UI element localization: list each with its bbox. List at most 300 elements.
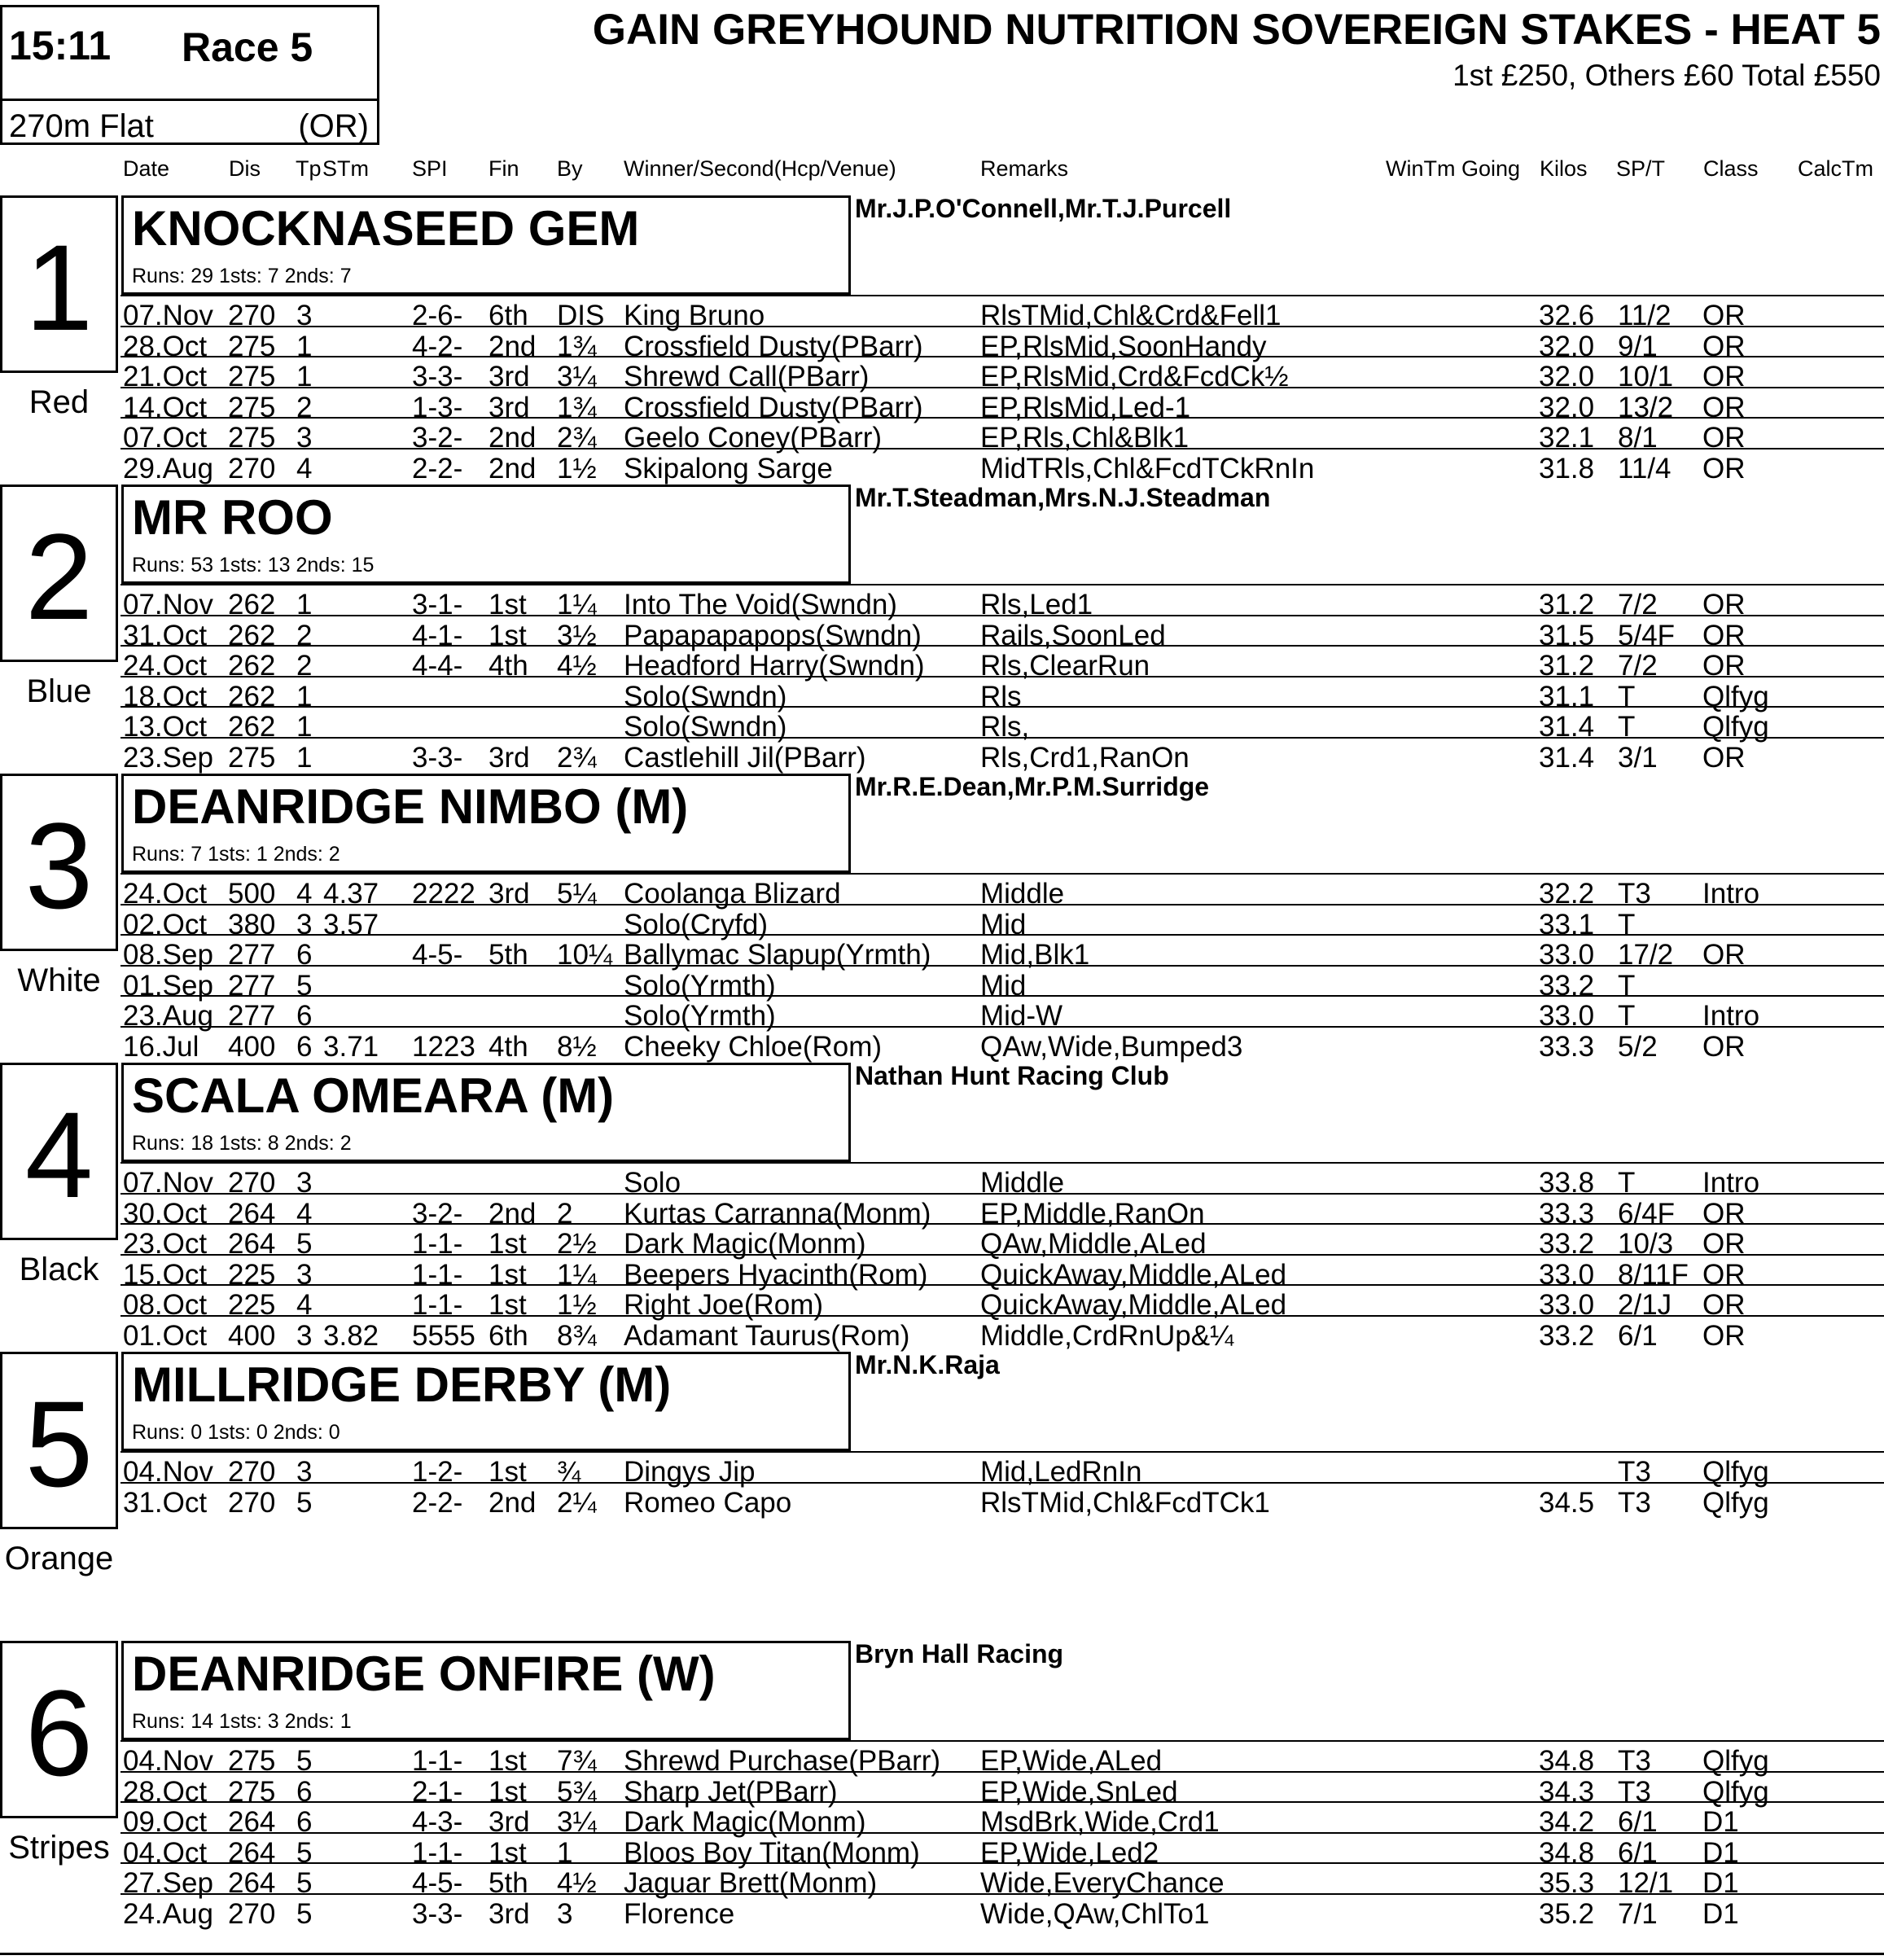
form-row-rule <box>120 1801 1884 1803</box>
form-spt: 10/1 <box>1618 361 1674 393</box>
form-row-rule <box>120 295 1884 296</box>
form-class: Qlfyg <box>1702 1486 1769 1519</box>
form-spt: 13/2 <box>1618 391 1674 423</box>
form-remarks: QuickAway,Middle,ALed <box>980 1258 1287 1291</box>
form-dis: 275 <box>228 361 276 393</box>
col-header-fin: Fin <box>489 156 519 181</box>
form-kilos: 34.5 <box>1539 1486 1595 1519</box>
race-prize: 1st £250, Others £60 Total £550 <box>1452 59 1881 92</box>
form-spi: 3-2- <box>412 1197 463 1230</box>
form-remarks: Rls <box>980 680 1022 713</box>
form-by: 1½ <box>557 453 597 485</box>
form-winner: Dingys Jip <box>624 1456 756 1488</box>
col-header-winner: Winner/Second(Hcp/Venue) <box>624 156 896 181</box>
form-row-rule <box>120 965 1884 967</box>
form-kilos: 31.1 <box>1539 680 1595 713</box>
form-row-rule <box>120 1026 1884 1028</box>
form-row-rule <box>120 1832 1884 1834</box>
form-row-rule <box>120 873 1884 875</box>
form-class: OR <box>1702 939 1746 971</box>
form-date: 31.Oct <box>123 619 208 651</box>
form-dis: 277 <box>228 1000 276 1033</box>
race-distance: 270m Flat <box>9 108 154 144</box>
form-dis: 270 <box>228 300 276 331</box>
dog-name-box <box>121 485 851 584</box>
form-winner: Skipalong Sarge <box>624 453 833 485</box>
form-class: OR <box>1702 619 1746 651</box>
form-fin: 3rd <box>489 878 530 910</box>
form-by: 2 <box>557 1197 573 1230</box>
trap-number: 4 <box>24 1086 94 1223</box>
form-date: 15.Oct <box>123 1258 208 1291</box>
form-row-rule <box>120 448 1884 449</box>
form-dis: 264 <box>228 1806 276 1839</box>
form-stm: 3.57 <box>323 908 379 941</box>
form-fin: 2nd <box>489 1197 537 1230</box>
dog-name: DEANRIDGE ONFIRE (W) <box>132 1646 716 1701</box>
form-spt: T3 <box>1618 878 1651 910</box>
form-remarks: RlsTMid,Chl&Crd&Fell1 <box>980 300 1282 331</box>
form-winner: Kurtas Carranna(Monm) <box>624 1197 931 1230</box>
form-fin: 2nd <box>489 330 537 362</box>
race-number: Race 5 <box>182 24 313 70</box>
form-dis: 225 <box>228 1258 276 1291</box>
form-winner: Sharp Jet(PBarr) <box>624 1775 838 1808</box>
form-spi: 4-5- <box>412 1867 463 1900</box>
form-kilos: 32.0 <box>1539 391 1595 423</box>
race-title: GAIN GREYHOUND NUTRITION SOVEREIGN STAKES - HEAT 5 <box>592 6 1881 54</box>
form-trap: 6 <box>296 1806 313 1839</box>
form-class: D1 <box>1702 1898 1739 1930</box>
form-fin: 2nd <box>489 453 537 485</box>
form-winner: Bloos Boy Titan(Monm) <box>624 1836 920 1869</box>
form-date: 02.Oct <box>123 908 208 941</box>
form-by: 3¼ <box>557 361 597 393</box>
form-trap: 2 <box>296 650 313 682</box>
form-remarks: Mid-W <box>980 1000 1063 1033</box>
form-row-rule <box>120 737 1884 739</box>
form-spt: T <box>1618 1000 1636 1033</box>
form-kilos: 31.8 <box>1539 453 1595 485</box>
col-header-class: Class <box>1703 156 1759 181</box>
form-class: OR <box>1702 1258 1746 1291</box>
form-class: OR <box>1702 453 1746 485</box>
form-spi: 2-1- <box>412 1775 463 1808</box>
trap-number: 1 <box>24 219 94 356</box>
form-spt: 3/1 <box>1618 742 1658 774</box>
form-spt: T <box>1618 908 1636 941</box>
form-class: Qlfyg <box>1702 680 1769 713</box>
form-class: OR <box>1702 1228 1746 1261</box>
form-spi: 1-1- <box>412 1228 463 1261</box>
form-kilos: 31.5 <box>1539 619 1595 651</box>
form-row-rule <box>120 1771 1884 1773</box>
form-dis: 275 <box>228 391 276 423</box>
form-by: 2¾ <box>557 422 597 454</box>
form-spi: 1-3- <box>412 391 463 423</box>
form-by: 1¼ <box>557 589 597 620</box>
form-fin: 4th <box>489 650 528 682</box>
form-kilos: 34.8 <box>1539 1836 1595 1869</box>
form-by: 8½ <box>557 1031 597 1063</box>
form-fin: 1st <box>489 1289 527 1322</box>
form-kilos: 33.0 <box>1539 1000 1595 1033</box>
form-by: 1 <box>557 1836 573 1869</box>
form-dis: 264 <box>228 1867 276 1900</box>
form-spt: T3 <box>1618 1456 1651 1488</box>
form-winner: Shrewd Purchase(PBarr) <box>624 1745 941 1777</box>
col-header-remarks: Remarks <box>980 156 1069 181</box>
form-kilos: 35.3 <box>1539 1867 1595 1900</box>
form-by: 2¾ <box>557 742 597 774</box>
form-spt: T3 <box>1618 1745 1651 1777</box>
form-trap: 3 <box>296 300 313 331</box>
form-spi: 3-3- <box>412 1898 463 1930</box>
form-spt: 11/4 <box>1618 453 1672 485</box>
dog-runs: Runs: 29 1sts: 7 2nds: 7 <box>132 265 352 287</box>
form-row-rule <box>120 584 1884 585</box>
form-fin: 3rd <box>489 742 530 774</box>
form-spt: T <box>1618 680 1636 713</box>
dog-name: MILLRIDGE DERBY (M) <box>132 1357 672 1412</box>
form-trap: 4 <box>296 1197 313 1230</box>
form-winner: Solo(Yrmth) <box>624 1000 776 1033</box>
form-class: D1 <box>1702 1867 1739 1900</box>
dog-name-box <box>121 774 851 873</box>
form-remarks: EP,RlsMid,Crd&FcdCk½ <box>980 361 1289 393</box>
form-row-rule <box>120 356 1884 357</box>
form-trap: 3 <box>296 1167 313 1199</box>
form-spi: 3-2- <box>412 422 463 454</box>
form-fin: 6th <box>489 1320 528 1352</box>
form-class: OR <box>1702 361 1746 393</box>
form-class: Intro <box>1702 878 1760 910</box>
form-date: 31.Oct <box>123 1486 208 1519</box>
form-remarks: QAw,Middle,ALed <box>980 1228 1207 1261</box>
form-trap: 3 <box>296 1456 313 1488</box>
form-trap: 4 <box>296 453 313 485</box>
form-by: 3¼ <box>557 1806 597 1839</box>
form-winner: Castlehill Jil(PBarr) <box>624 742 866 774</box>
form-spi: 2-2- <box>412 453 463 485</box>
form-spt: T <box>1618 1167 1636 1199</box>
form-spi: 1223 <box>412 1031 475 1063</box>
form-class: Qlfyg <box>1702 1456 1769 1488</box>
form-spt: 10/3 <box>1618 1228 1674 1261</box>
form-winner: Crossfield Dusty(PBarr) <box>624 330 923 362</box>
form-spt: 12/1 <box>1618 1867 1674 1900</box>
form-remarks: Rls, <box>980 711 1030 743</box>
form-row-rule <box>120 706 1884 708</box>
form-spi: 1-1- <box>412 1836 463 1869</box>
form-winner: Solo(Yrmth) <box>624 969 776 1002</box>
form-dis: 400 <box>228 1320 276 1352</box>
dog-name-box <box>121 1063 851 1162</box>
form-row-rule <box>120 934 1884 936</box>
col-header-dis: Dis <box>229 156 261 181</box>
form-date: 24.Oct <box>123 650 208 682</box>
col-header-by: By <box>557 156 583 181</box>
form-class: OR <box>1702 330 1746 362</box>
form-kilos: 32.0 <box>1539 361 1595 393</box>
form-class: Qlfyg <box>1702 711 1769 743</box>
trap-number: 6 <box>24 1664 94 1801</box>
form-remarks: Wide,EveryChance <box>980 1867 1225 1900</box>
form-class: OR <box>1702 650 1746 682</box>
form-date: 13.Oct <box>123 711 208 743</box>
dog-name: MR ROO <box>132 490 333 545</box>
form-date: 09.Oct <box>123 1806 208 1839</box>
form-winner: Ballymac Slapup(Yrmth) <box>624 939 931 971</box>
form-spt: T3 <box>1618 1486 1651 1519</box>
form-date: 24.Aug <box>123 1898 213 1930</box>
form-fin: 1st <box>489 1258 527 1291</box>
col-header-kilos: Kilos <box>1540 156 1588 181</box>
form-spi: 2-2- <box>412 1486 463 1519</box>
form-fin: 1st <box>489 1456 527 1488</box>
form-trap: 5 <box>296 1486 313 1519</box>
form-dis: 225 <box>228 1289 276 1322</box>
form-dis: 264 <box>228 1836 276 1869</box>
form-row-rule <box>120 326 1884 327</box>
form-class: Qlfyg <box>1702 1745 1769 1777</box>
form-dis: 264 <box>228 1228 276 1261</box>
col-header-calctm: CalcTm <box>1798 156 1873 181</box>
form-class: D1 <box>1702 1836 1739 1869</box>
form-trap: 5 <box>296 969 313 1002</box>
form-class: OR <box>1702 300 1746 331</box>
form-winner: Papapapapops(Swndn) <box>624 619 922 651</box>
dog-runs: Runs: 7 1sts: 1 2nds: 2 <box>132 843 340 866</box>
form-remarks: Mid,Blk1 <box>980 939 1090 971</box>
form-winner: Jaguar Brett(Monm) <box>624 1867 878 1900</box>
form-dis: 275 <box>228 422 276 454</box>
form-remarks: EP,Wide,SnLed <box>980 1775 1178 1808</box>
form-trap: 6 <box>296 1031 313 1063</box>
form-spt: 7/2 <box>1618 589 1658 620</box>
form-by: DIS <box>557 300 605 331</box>
form-remarks: Rls,Crd1,RanOn <box>980 742 1190 774</box>
form-row-rule <box>120 1893 1884 1895</box>
form-spi: 3-3- <box>412 742 463 774</box>
form-remarks: EP,Rls,Chl&Blk1 <box>980 422 1190 454</box>
form-kilos: 34.3 <box>1539 1775 1595 1808</box>
form-by: 2¼ <box>557 1486 597 1519</box>
form-fin: 6th <box>489 300 528 331</box>
dog-runs: Runs: 53 1sts: 13 2nds: 15 <box>132 554 375 577</box>
form-spt: 11/2 <box>1618 300 1672 331</box>
form-class: D1 <box>1702 1806 1739 1839</box>
form-dis: 270 <box>228 453 276 485</box>
form-trap: 4 <box>296 1289 313 1322</box>
col-header-spi: SPI <box>412 156 448 181</box>
form-row-rule <box>120 1862 1884 1864</box>
form-dis: 270 <box>228 1456 276 1488</box>
form-by: 5¾ <box>557 1775 597 1808</box>
form-winner: Geelo Coney(PBarr) <box>624 422 883 454</box>
form-by: 3 <box>557 1898 573 1930</box>
trap-number: 2 <box>24 508 94 645</box>
form-remarks: Mid <box>980 908 1027 941</box>
form-spi: 3-3- <box>412 361 463 393</box>
form-stm: 3.82 <box>323 1320 379 1352</box>
form-by: 7¾ <box>557 1745 597 1777</box>
form-stm: 3.71 <box>323 1031 379 1063</box>
form-spt: 2/1J <box>1618 1289 1672 1322</box>
form-dis: 262 <box>228 680 276 713</box>
form-row-rule <box>120 904 1884 905</box>
form-date: 29.Aug <box>123 453 213 485</box>
form-remarks: Rls,Led1 <box>980 589 1093 620</box>
form-winner: Into The Void(Swndn) <box>624 589 897 620</box>
form-trap: 3 <box>296 1258 313 1291</box>
form-date: 07.Nov <box>123 1167 213 1199</box>
form-remarks: Wide,QAw,ChlTo1 <box>980 1898 1210 1930</box>
form-winner: Shrewd Call(PBarr) <box>624 361 870 393</box>
form-by: 2½ <box>557 1228 597 1261</box>
form-spt: 5/4F <box>1618 619 1676 651</box>
form-date: 04.Nov <box>123 1456 213 1488</box>
form-trap: 3 <box>296 908 313 941</box>
form-trap: 1 <box>296 711 313 743</box>
form-fin: 2nd <box>489 1486 537 1519</box>
col-header-spt: SP/T <box>1616 156 1666 181</box>
form-class: OR <box>1702 1320 1746 1352</box>
form-winner: Solo(Cryfd) <box>624 908 768 941</box>
trap-color: Orange <box>4 1541 114 1576</box>
form-class: OR <box>1702 391 1746 423</box>
form-class: OR <box>1702 1031 1746 1063</box>
form-remarks: QAw,Wide,Bumped3 <box>980 1031 1243 1063</box>
form-dis: 275 <box>228 1775 276 1808</box>
form-remarks: EP,Middle,RanOn <box>980 1197 1205 1230</box>
form-trap: 2 <box>296 391 313 423</box>
form-trap: 1 <box>296 680 313 713</box>
form-spt: T <box>1618 711 1636 743</box>
form-remarks: RlsTMid,Chl&FcdTCk1 <box>980 1486 1270 1519</box>
form-class: OR <box>1702 422 1746 454</box>
form-fin: 5th <box>489 939 528 971</box>
form-spt: 5/2 <box>1618 1031 1658 1063</box>
form-spi: 5555 <box>412 1320 475 1352</box>
form-fin: 1st <box>489 589 527 620</box>
form-dis: 500 <box>228 878 276 910</box>
dog-runs: Runs: 14 1sts: 3 2nds: 1 <box>132 1710 352 1733</box>
form-kilos: 31.2 <box>1539 650 1595 682</box>
col-header-date: Date <box>123 156 170 181</box>
form-fin: 2nd <box>489 422 537 454</box>
form-remarks: EP,Wide,Led2 <box>980 1836 1159 1869</box>
form-row-rule <box>120 417 1884 419</box>
form-spt: T <box>1618 969 1636 1002</box>
form-spi: 4-2- <box>412 330 463 362</box>
form-spt: 7/2 <box>1618 650 1658 682</box>
form-remarks: Middle <box>980 1167 1065 1199</box>
form-kilos: 31.4 <box>1539 711 1595 743</box>
form-kilos: 35.2 <box>1539 1898 1595 1930</box>
form-date: 28.Oct <box>123 1775 208 1808</box>
form-date: 16.Jul <box>123 1031 199 1063</box>
form-row-rule <box>120 645 1884 647</box>
form-date: 08.Sep <box>123 939 213 971</box>
form-date: 07.Nov <box>123 589 213 620</box>
owner-name: Mr.T.Steadman,Mrs.N.J.Steadman <box>855 483 1271 512</box>
form-row-rule <box>120 1482 1884 1484</box>
form-spi: 3-1- <box>412 589 463 620</box>
form-date: 14.Oct <box>123 391 208 423</box>
form-fin: 3rd <box>489 1898 530 1930</box>
trap-color: Red <box>28 384 90 420</box>
form-kilos: 33.0 <box>1539 1258 1595 1291</box>
form-winner: Solo(Swndn) <box>624 711 787 743</box>
form-dis: 275 <box>228 742 276 774</box>
form-dis: 275 <box>228 330 276 362</box>
col-header-going: Going <box>1461 156 1521 181</box>
form-fin: 4th <box>489 1031 528 1063</box>
form-remarks: MidTRls,Chl&FcdTCkRnIn <box>980 453 1315 485</box>
form-class: Intro <box>1702 1167 1760 1199</box>
form-winner: Coolanga Blizard <box>624 878 841 910</box>
dog-name-box <box>121 1641 851 1740</box>
form-spi: 1-1- <box>412 1745 463 1777</box>
form-fin: 3rd <box>489 391 530 423</box>
bottom-rule <box>0 1953 1884 1955</box>
form-spi: 4-5- <box>412 939 463 971</box>
form-dis: 275 <box>228 1745 276 1777</box>
form-spt: 6/1 <box>1618 1836 1658 1869</box>
form-winner: Right Joe(Rom) <box>624 1289 824 1322</box>
form-winner: Cheeky Chloe(Rom) <box>624 1031 883 1063</box>
form-spi: 2-6- <box>412 300 463 331</box>
form-dis: 380 <box>228 908 276 941</box>
form-trap: 5 <box>296 1867 313 1900</box>
form-kilos: 34.2 <box>1539 1806 1595 1839</box>
col-header-stm: STm <box>322 156 369 181</box>
form-winner: Romeo Capo <box>624 1486 792 1519</box>
form-class: Intro <box>1702 1000 1760 1033</box>
form-kilos: 33.0 <box>1539 1289 1595 1322</box>
form-fin: 1st <box>489 1775 527 1808</box>
form-row-rule <box>120 1162 1884 1164</box>
form-spi: 4-1- <box>412 619 463 651</box>
form-date: 28.Oct <box>123 330 208 362</box>
form-remarks: Middle,CrdRnUp&¼ <box>980 1320 1234 1352</box>
form-kilos: 34.8 <box>1539 1745 1595 1777</box>
form-date: 01.Sep <box>123 969 213 1002</box>
form-row-rule <box>120 1223 1884 1225</box>
dog-name-box <box>121 1352 851 1451</box>
trap-number: 5 <box>24 1375 94 1512</box>
form-trap: 6 <box>296 939 313 971</box>
form-spt: T3 <box>1618 1775 1651 1808</box>
form-spt: 6/4F <box>1618 1197 1676 1230</box>
form-dis: 270 <box>228 1486 276 1519</box>
form-winner: Florence <box>624 1898 735 1930</box>
form-by: 5¼ <box>557 878 597 910</box>
form-kilos: 32.2 <box>1539 878 1595 910</box>
form-winner: Solo(Swndn) <box>624 680 787 713</box>
form-spi: 2222 <box>412 878 475 910</box>
form-winner: Dark Magic(Monm) <box>624 1228 866 1261</box>
form-kilos: 33.2 <box>1539 1228 1595 1261</box>
form-kilos: 31.2 <box>1539 589 1595 620</box>
form-date: 04.Nov <box>123 1745 213 1777</box>
form-remarks: Mid <box>980 969 1027 1002</box>
form-spt: 17/2 <box>1618 939 1674 971</box>
form-row-rule <box>120 615 1884 616</box>
form-fin: 5th <box>489 1867 528 1900</box>
form-date: 23.Oct <box>123 1228 208 1261</box>
